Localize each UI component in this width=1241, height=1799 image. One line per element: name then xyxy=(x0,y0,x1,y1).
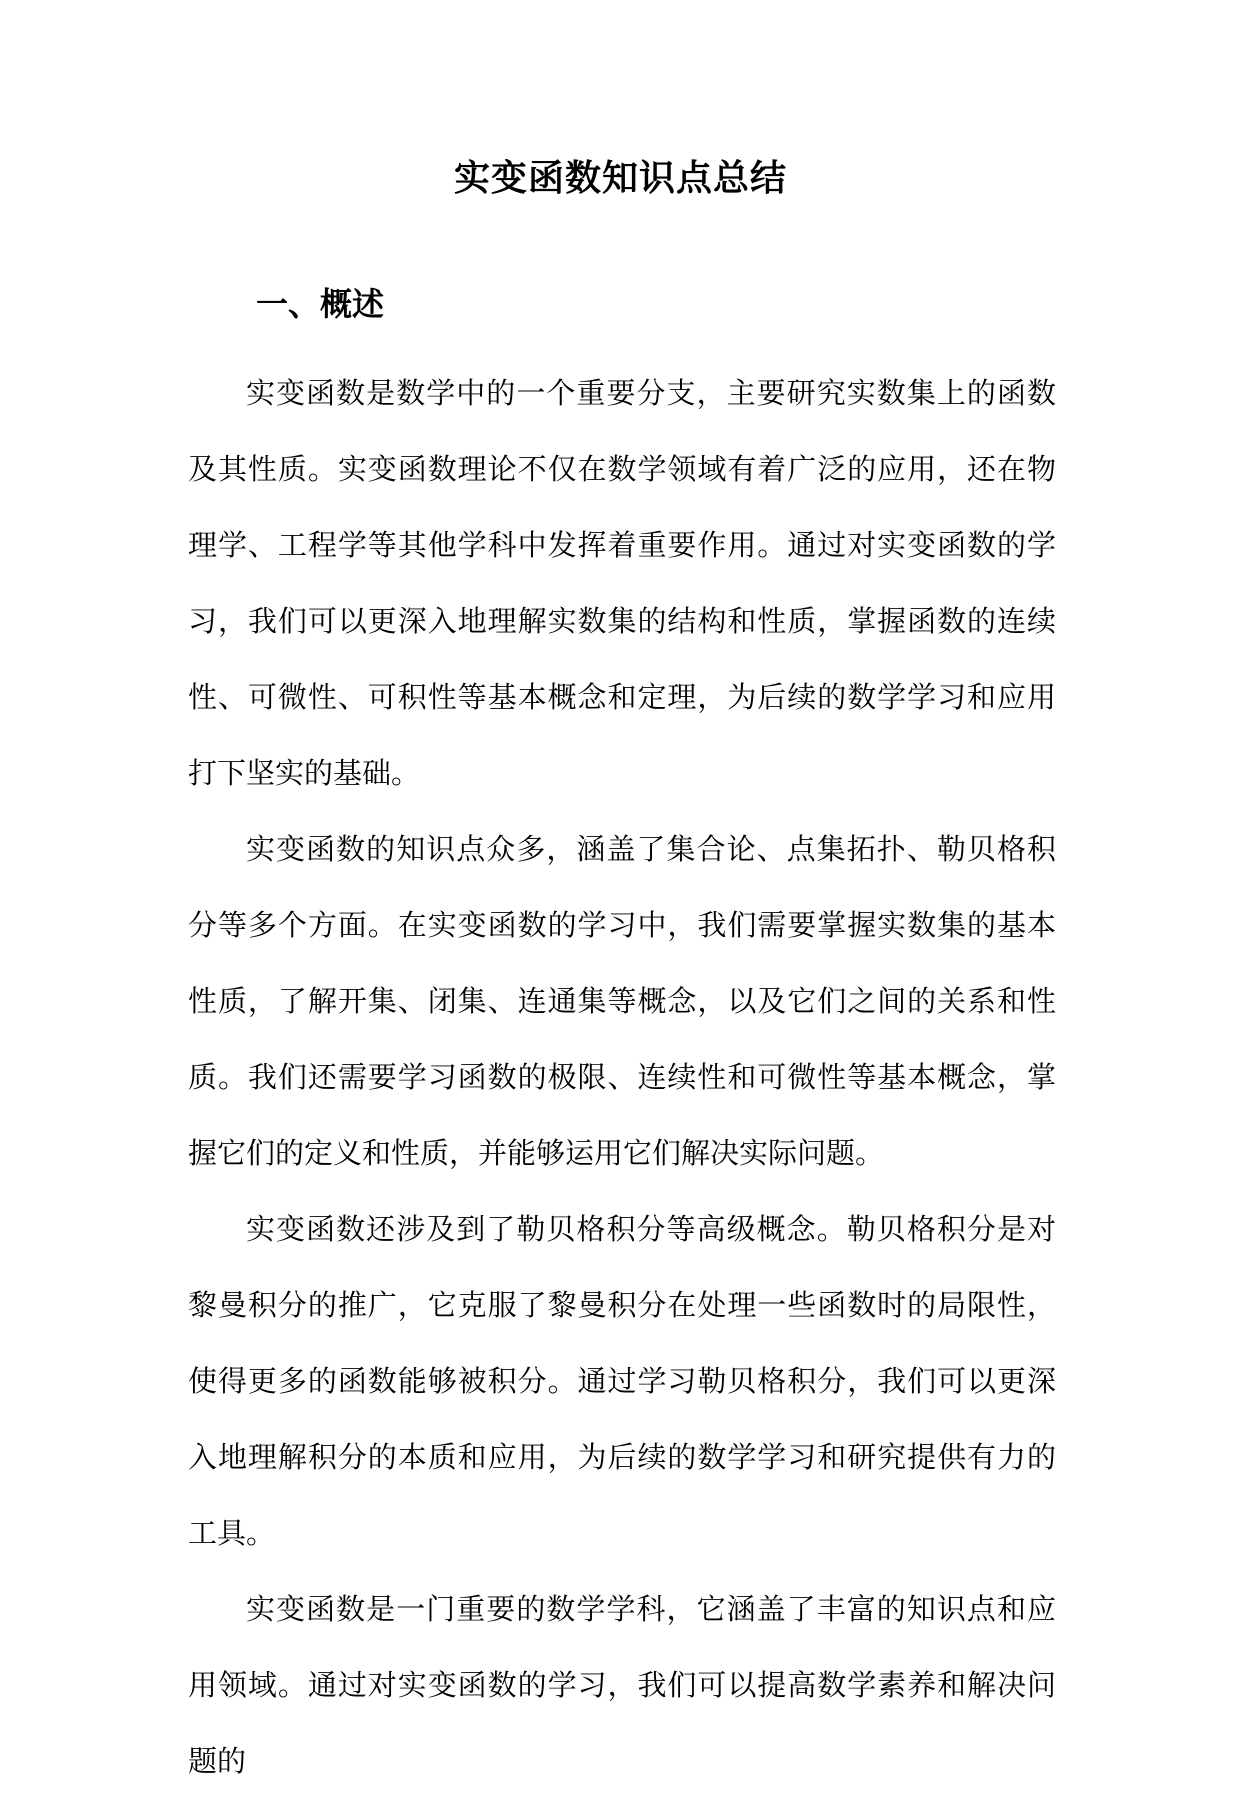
section-heading-overview: 一、概述 xyxy=(256,285,385,323)
document-title: 实变函数知识点总结 xyxy=(453,157,787,199)
paragraph-4: 实变函数是一门重要的数学学科，它涵盖了丰富的知识点和应用领域。通过对实变函数的学习，我们可以提高数学素养和解决问题的 xyxy=(188,1592,1056,1778)
paragraph-3: 实变函数还涉及到了勒贝格积分等高级概念。勒贝格积分是对黎曼积分的推广，它克服了黎曼积分在处理一些函数时的局限性，使得更多的函数能够被积分。通过学习勒贝格积分，我们可以更深入地理解积分的本质和应用，为后续的数学学习和研究提供有力的工具。 xyxy=(188,1212,1056,1550)
document-body xyxy=(188,355,1056,1799)
paragraph-2: 实变函数的知识点众多，涵盖了集合论、点集拓扑、勒贝格积分等多个方面。在实变函数的学习中，我们需要掌握实数集的基本性质，了解开集、闭集、连通集等概念，以及它们之间的关系和性质。我们还需要学习函数的极限、连续性和可微性等基本概念，掌握它们的定义和性质，并能够运用它们解决实际问题。 xyxy=(188,832,1056,1170)
paragraph-1: 实变函数是数学中的一个重要分支，主要研究实数集上的函数及其性质。实变函数理论不仅在数学领域有着广泛的应用，还在物理学、工程学等其他学科中发挥着重要作用。通过对实变函数的学习，我们可以更深入地理解实数集的结构和性质，掌握函数的连续性、可微性、可积性等基本概念和定理，为后续的数学学习和应用打下坚实的基础。 xyxy=(188,376,1056,790)
